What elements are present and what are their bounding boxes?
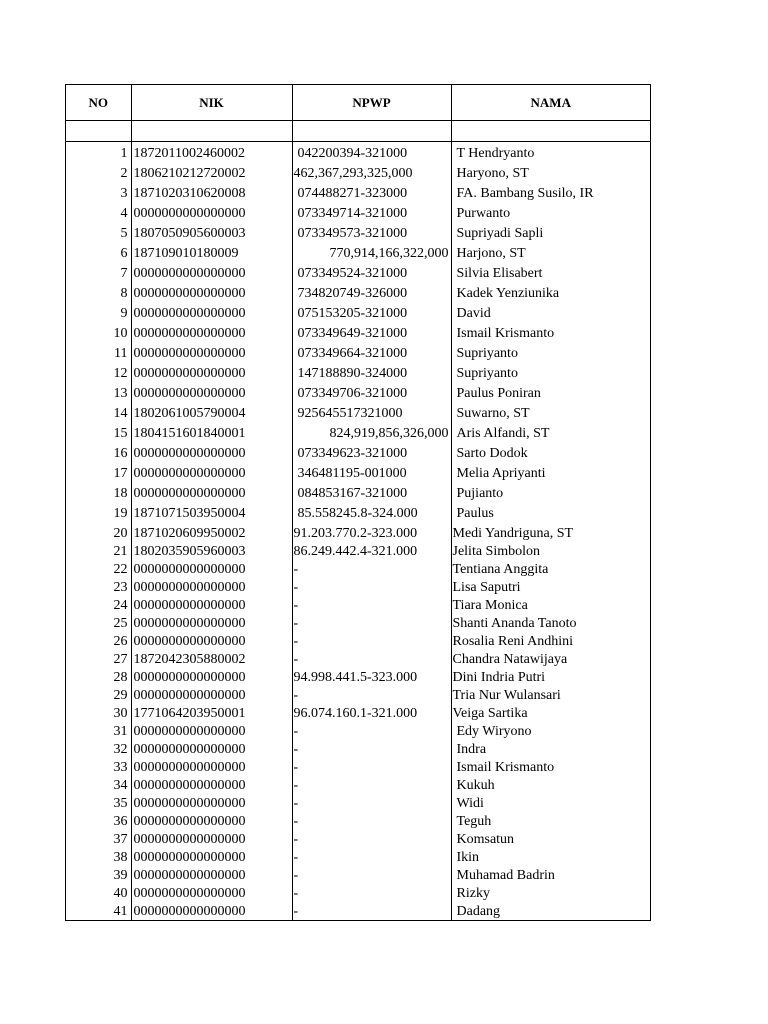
table-row (66, 686, 650, 704)
cell-npwp: 073349623-321000 (292, 442, 451, 462)
cell-no: 17 (66, 462, 131, 482)
cell-nik: 0000000000000000 (131, 282, 292, 302)
cell-nik: 0000000000000000 (131, 686, 292, 704)
cell-npwp: 073349664-321000 (292, 342, 451, 362)
cell-nama: Dadang (456, 904, 501, 919)
cell-npwp: - (292, 848, 451, 866)
cell-nama: Tentiana Anggita (452, 562, 549, 577)
cell-nik: 0000000000000000 (131, 322, 292, 342)
table-row (66, 462, 650, 482)
cell-npwp: 073349524-321000 (292, 262, 451, 282)
cell-nik: 1807050905600003 (131, 222, 292, 242)
table-row (66, 362, 650, 382)
cell-nama: Rizky (456, 886, 490, 901)
cell-no: 9 (66, 302, 131, 322)
cell-no: 15 (66, 422, 131, 442)
cell-no: 33 (66, 758, 131, 776)
cell-nama: Ikin (456, 850, 480, 865)
cell-no: 39 (66, 866, 131, 884)
cell-nik: 0000000000000000 (131, 848, 292, 866)
cell-nama: Komsatun (456, 832, 515, 847)
cell-npwp: - (292, 722, 451, 740)
cell-no: 32 (66, 740, 131, 758)
table-row (66, 848, 650, 866)
cell-npwp: 073349573-321000 (292, 222, 451, 242)
cell-nama: Teguh (456, 814, 492, 829)
cell-nama: Ismail Krismanto (456, 760, 555, 775)
table-row (66, 632, 650, 650)
cell-npwp: 073349649-321000 (292, 322, 451, 342)
cell-npwp: 073349706-321000 (292, 382, 451, 402)
cell-nik: 0000000000000000 (131, 560, 292, 578)
empty-row (66, 121, 650, 142)
cell-nama: Harjono, ST (456, 246, 526, 261)
cell-no: 27 (66, 650, 131, 668)
cell-nama: Indra (456, 742, 487, 757)
table-row (66, 302, 650, 322)
empty-cell (131, 121, 292, 142)
cell-npwp: 85.558245.8-324.000 (292, 502, 451, 522)
table-row (66, 182, 650, 202)
header-row (66, 85, 650, 121)
cell-nik: 0000000000000000 (131, 668, 292, 686)
cell-no: 20 (66, 522, 131, 542)
cell-nik: 0000000000000000 (131, 482, 292, 502)
table-row (66, 442, 650, 462)
cell-nama: Supriyadi Sapli (456, 226, 544, 241)
cell-nama: Rosalia Reni Andhini (452, 634, 574, 649)
cell-nama: Tiara Monica (452, 598, 528, 613)
cell-npwp: - (292, 578, 451, 596)
cell-nik: 0000000000000000 (131, 362, 292, 382)
table-row (66, 884, 650, 902)
empty-cell (451, 121, 650, 142)
cell-nama: Medi Yandriguna, ST (452, 526, 574, 541)
cell-npwp: 770,914,166,322,000 (292, 242, 451, 262)
cell-nik: 187109010180009 (131, 242, 292, 262)
table-row (66, 776, 650, 794)
cell-npwp: - (292, 794, 451, 812)
cell-npwp: - (292, 902, 451, 920)
empty-cell (66, 121, 131, 142)
cell-npwp: 91.203.770.2-323.000 (292, 522, 451, 542)
cell-nama: Supriyanto (456, 346, 518, 361)
cell-nik: 0000000000000000 (131, 884, 292, 902)
cell-no: 23 (66, 578, 131, 596)
cell-npwp: 042200394-321000 (292, 142, 451, 163)
table-row (66, 162, 650, 182)
cell-nik: 0000000000000000 (131, 902, 292, 920)
cell-no: 4 (66, 202, 131, 222)
cell-nik: 1871071503950004 (131, 502, 292, 522)
cell-no: 37 (66, 830, 131, 848)
cell-no: 34 (66, 776, 131, 794)
cell-npwp: - (292, 740, 451, 758)
cell-no: 29 (66, 686, 131, 704)
cell-nik: 0000000000000000 (131, 262, 292, 282)
cell-npwp: 96.074.160.1-321.000 (292, 704, 451, 722)
cell-nama: Supriyanto (456, 366, 518, 381)
cell-npwp: - (292, 812, 451, 830)
cell-npwp: 346481195-001000 (292, 462, 451, 482)
cell-no: 5 (66, 222, 131, 242)
table-row (66, 578, 650, 596)
cell-npwp: - (292, 830, 451, 848)
cell-npwp: - (292, 686, 451, 704)
table-body (66, 121, 650, 921)
cell-no: 1 (66, 142, 131, 163)
table-row (66, 222, 650, 242)
cell-npwp: - (292, 884, 451, 902)
cell-nik: 0000000000000000 (131, 794, 292, 812)
cell-no: 26 (66, 632, 131, 650)
cell-npwp: - (292, 632, 451, 650)
table-row (66, 794, 650, 812)
table-row (66, 902, 650, 920)
cell-no: 21 (66, 542, 131, 560)
cell-nik: 0000000000000000 (131, 722, 292, 740)
table-row (66, 242, 650, 262)
cell-nama: Jelita Simbolon (452, 544, 540, 559)
cell-nama: Kukuh (456, 778, 495, 793)
cell-nama: Lisa Saputri (452, 580, 521, 595)
column-header-nik: NIK (131, 85, 292, 121)
table-row (66, 704, 650, 722)
empty-cell (292, 121, 451, 142)
column-header-npwp: NPWP (292, 85, 451, 121)
table-row (66, 322, 650, 342)
column-header-nama: NAMA (451, 85, 650, 121)
cell-no: 10 (66, 322, 131, 342)
table-row (66, 262, 650, 282)
column-header-no: NO (66, 85, 131, 121)
cell-nik: 0000000000000000 (131, 596, 292, 614)
cell-nik: 1871020310620008 (131, 182, 292, 202)
cell-no: 8 (66, 282, 131, 302)
cell-nik: 0000000000000000 (131, 776, 292, 794)
cell-nama: Melia Apriyanti (456, 466, 546, 481)
cell-no: 31 (66, 722, 131, 740)
cell-nik: 0000000000000000 (131, 740, 292, 758)
cell-nama: Shanti Ananda Tanoto (452, 616, 577, 631)
cell-nik: 1806210212720002 (131, 162, 292, 182)
cell-nik: 0000000000000000 (131, 758, 292, 776)
cell-nama: T Hendryanto (456, 146, 535, 161)
table-row (66, 142, 650, 163)
cell-npwp: - (292, 866, 451, 884)
cell-no: 30 (66, 704, 131, 722)
cell-no: 6 (66, 242, 131, 262)
cell-nama: Suwarno, ST (456, 406, 530, 421)
table-row (66, 830, 650, 848)
cell-no: 38 (66, 848, 131, 866)
cell-no: 2 (66, 162, 131, 182)
table-row (66, 740, 650, 758)
cell-npwp: 94.998.441.5-323.000 (292, 668, 451, 686)
cell-nik: 0000000000000000 (131, 578, 292, 596)
cell-npwp: 075153205-321000 (292, 302, 451, 322)
cell-nik: 0000000000000000 (131, 462, 292, 482)
table-row (66, 650, 650, 668)
cell-npwp: - (292, 596, 451, 614)
cell-nik: 1804151601840001 (131, 422, 292, 442)
table-row (66, 560, 650, 578)
table-row (66, 722, 650, 740)
cell-npwp: - (292, 560, 451, 578)
cell-nama: Tria Nur Wulansari (452, 688, 561, 703)
table-row (66, 866, 650, 884)
table-row (66, 482, 650, 502)
table-row (66, 812, 650, 830)
table-row (66, 668, 650, 686)
cell-nama: Muhamad Badrin (456, 868, 555, 883)
cell-npwp: 824,919,856,326,000 (292, 422, 451, 442)
cell-npwp: 084853167-321000 (292, 482, 451, 502)
cell-nama: Chandra Natawijaya (452, 652, 568, 667)
cell-npwp: 147188890-324000 (292, 362, 451, 382)
cell-nama: Silvia Elisabert (456, 266, 543, 281)
cell-no: 11 (66, 342, 131, 362)
cell-no: 41 (66, 902, 131, 920)
table-row (66, 614, 650, 632)
cell-no: 28 (66, 668, 131, 686)
cell-nama: Dini Indria Putri (452, 670, 546, 685)
cell-nik: 0000000000000000 (131, 614, 292, 632)
table-row (66, 522, 650, 542)
table-row (66, 758, 650, 776)
cell-nik: 1771064203950001 (131, 704, 292, 722)
cell-nama: FA. Bambang Susilo, IR (456, 186, 594, 201)
cell-nik: 1802061005790004 (131, 402, 292, 422)
cell-no: 7 (66, 262, 131, 282)
table-row (66, 382, 650, 402)
cell-nik: 0000000000000000 (131, 866, 292, 884)
cell-nama: Kadek Yenziunika (456, 286, 560, 301)
cell-nama: Ismail Krismanto (456, 326, 555, 341)
cell-npwp: 074488271-323000 (292, 182, 451, 202)
cell-npwp: - (292, 758, 451, 776)
cell-no: 12 (66, 362, 131, 382)
cell-nik: 0000000000000000 (131, 812, 292, 830)
cell-npwp: 925645517321000 (292, 402, 451, 422)
table-row (66, 422, 650, 442)
table-row (66, 202, 650, 222)
table-row (66, 596, 650, 614)
cell-no: 14 (66, 402, 131, 422)
cell-no: 19 (66, 502, 131, 522)
cell-no: 13 (66, 382, 131, 402)
cell-no: 40 (66, 884, 131, 902)
cell-nik: 1871020609950002 (131, 522, 292, 542)
cell-nama: Paulus (456, 506, 494, 521)
table-row (66, 402, 650, 422)
cell-npwp: - (292, 650, 451, 668)
cell-no: 18 (66, 482, 131, 502)
cell-npwp: 462,367,293,325,000 (292, 162, 451, 182)
data-table (66, 85, 650, 920)
cell-nama: Sarto Dodok (456, 446, 528, 461)
cell-nama: Pujianto (456, 486, 504, 501)
table-row (66, 342, 650, 362)
cell-nik: 1872011002460002 (131, 142, 292, 163)
cell-npwp: - (292, 776, 451, 794)
cell-nik: 0000000000000000 (131, 382, 292, 402)
cell-no: 16 (66, 442, 131, 462)
cell-npwp: 073349714-321000 (292, 202, 451, 222)
cell-npwp: - (292, 614, 451, 632)
cell-no: 22 (66, 560, 131, 578)
cell-nama: Aris Alfandi, ST (456, 426, 550, 441)
cell-nama: Edy Wiryono (456, 724, 532, 739)
cell-nama: Widi (456, 796, 484, 811)
table-row (66, 282, 650, 302)
data-table-sheet (65, 84, 651, 921)
cell-nik: 1872042305880002 (131, 650, 292, 668)
cell-nik: 0000000000000000 (131, 442, 292, 462)
cell-npwp: 86.249.442.4-321.000 (292, 542, 451, 560)
table-row (66, 542, 650, 560)
cell-npwp: 734820749-326000 (292, 282, 451, 302)
cell-no: 25 (66, 614, 131, 632)
table-row (66, 502, 650, 522)
cell-nama: Paulus Poniran (456, 386, 541, 401)
cell-nik: 0000000000000000 (131, 632, 292, 650)
cell-nik: 0000000000000000 (131, 830, 292, 848)
cell-nik: 0000000000000000 (131, 302, 292, 322)
cell-nama: Purwanto (456, 206, 511, 221)
cell-nama: Haryono, ST (456, 166, 529, 181)
cell-nik: 0000000000000000 (131, 342, 292, 362)
cell-nama: Veiga Sartika (452, 706, 528, 721)
cell-no: 24 (66, 596, 131, 614)
cell-nik: 1802035905960003 (131, 542, 292, 560)
cell-nik: 0000000000000000 (131, 202, 292, 222)
cell-nama: David (456, 306, 491, 321)
cell-no: 3 (66, 182, 131, 202)
cell-no: 35 (66, 794, 131, 812)
cell-no: 36 (66, 812, 131, 830)
